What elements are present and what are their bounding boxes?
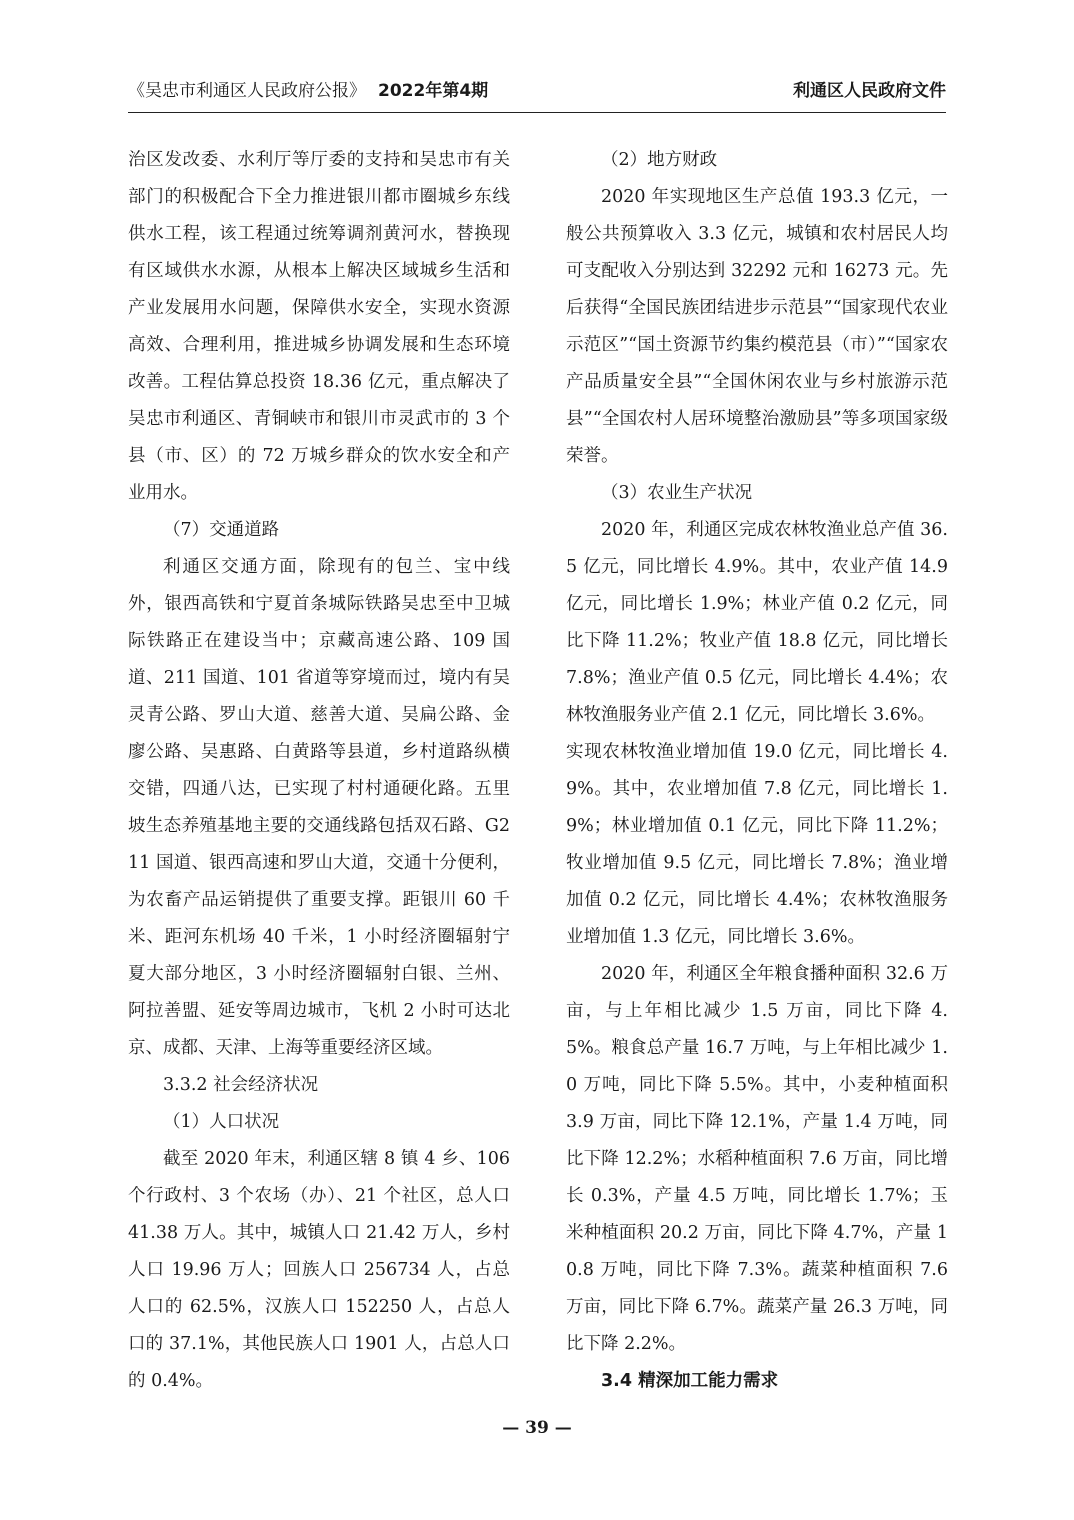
paragraph-population: 截至 2020 年末，利通区辖 8 镇 4 乡、106 个行政村、3 个农场（办）、21 个社区，总人口 41.38 万人。其中，城镇人口 21.42 万人，乡村人口 19.96 万人；回族人口 256734 人，占总人口的 62.5%，汉族人口 152250 人，占总人口的 37.1%，其他民族人口 1901 人，占总人口的 0.4%。 <box>128 1149 510 1391</box>
paragraph-grain: 2020 年，利通区全年粮食播种面积 32.6 万亩，与上年相比减少 1.5 万亩，同比下降 4.5%。粮食总产量 16.7 万吨，与上年相比减少 1.0 万吨，同比下降 5.5%。其中，小麦种植面积 3.9 万亩，同比下降 12.1%，产量 1.4 万吨，同比下降 12.2%；水稻种植面积 7.6 万亩，同比增长 0.3%，产量 4.5 万吨，同比增长 1.7%；玉米种植面积 20.2 万亩，同比下降 4.7%，产量 10.8 万吨，同比下降 7.3%。蔬菜种植面积 7.6 万亩，同比下降 6.7%。蔬菜产量 26.3 万吨，同比下降 2.2%。 <box>566 964 948 1354</box>
right-column <box>566 142 948 1400</box>
paragraph-finance: 2020 年实现地区生产总值 193.3 亿元，一般公共预算收入 3.3 亿元，城镇和农村居民人均可支配收入分别达到 32292 元和 16273 元。先后获得“全国民族团结进步示范县”“国家现代农业示范区”“国土资源节约集约模范县（市）”“国家农产品质量安全县”“全国休闲农业与乡村旅游示范县”“全国农村人居环境整治激励县”等多项国家级荣誉。 <box>566 187 948 466</box>
left-column <box>128 142 510 1400</box>
header-rule <box>128 112 946 113</box>
heading-processing: 3.4 精深加工能力需求 <box>601 1371 779 1391</box>
header-publication <box>128 78 488 104</box>
heading-finance: （2）地方财政 <box>601 150 718 170</box>
paragraph-agri-added-value: 实现农林牧渔业增加值 19.0 亿元，同比增长 4.9%。其中，农业增加值 7.8 亿元，同比增长 1.9%；林业增加值 0.1 亿元，同比下降 11.2%；牧业增加值 9.5 亿元，同比增长 7.8%；渔业增加值 0.2 亿元，同比增长 4.4%；农林牧渔服务业增加值 1.3 亿元，同比增长 3.6%。 <box>566 742 948 947</box>
document-category: 利通区人民政府文件 <box>793 81 946 101</box>
paragraph-water-supply: 治区发改委、水利厅等厅委的支持和吴忠市有关部门的积极配合下全力推进银川都市圈城乡东线供水工程，该工程通过统筹调剂黄河水，替换现有区域供水水源，从根本上解决区域城乡生活和产业发展用水问题，保障供水安全，实现水资源高效、合理利用，推进城乡协调发展和生态环境改善。工程估算总投资 18.36 亿元，重点解决了吴忠市利通区、青铜峡市和银川市灵武市的 3 个县（市、区）的 72 万城乡群众的饮水安全和产业用水。 <box>128 150 510 503</box>
publication-title: 《吴忠市利通区人民政府公报》 <box>128 81 366 101</box>
page-header <box>128 78 946 108</box>
issue-number: 2022年第4期 <box>378 81 489 101</box>
paragraph-agri-output: 2020 年，利通区完成农林牧渔业总产值 36.5 亿元，同比增长 4.9%。其中，农业产值 14.9 亿元，同比增长 1.9%；林业产值 0.2 亿元，同比下降 11.2%；牧业产值 18.8 亿元，同比增长 7.8%；渔业产值 0.5 亿元，同比增长 4.4%；农林牧渔服务业产值 2.1 亿元，同比增长 3.6%。 <box>566 520 948 725</box>
heading-socioeconomic: 3.3.2 社会经济状况 <box>163 1075 319 1095</box>
paragraph-transport: 利通区交通方面，除现有的包兰、宝中线外，银西高铁和宁夏首条城际铁路吴忠至中卫城际铁路正在建设当中；京藏高速公路、109 国道、211 国道、101 省道等穿境而过，境内有吴灵青公路、罗山大道、慈善大道、吴扁公路、金廖公路、吴惠路、白黄路等县道，乡村道路纵横交错，四通八达，已实现了村村通硬化路。五里坡生态养殖基地主要的交通线路包括双石路、G211 国道、银西高速和罗山大道，交通十分便利，为农畜产品运销提供了重要支撑。距银川 60 千米、距河东机场 40 千米，1 小时经济圈辐射宁夏大部分地区，3 小时经济圈辐射白银、兰州、阿拉善盟、延安等周边城市，飞机 2 小时可达北京、成都、天津、上海等重要经济区域。 <box>128 557 510 1058</box>
page-number: — 39 — <box>502 1418 572 1438</box>
heading-agriculture: （3）农业生产状况 <box>601 483 753 503</box>
heading-transport: （7）交通道路 <box>163 520 280 540</box>
heading-population: （1）人口状况 <box>163 1112 280 1132</box>
